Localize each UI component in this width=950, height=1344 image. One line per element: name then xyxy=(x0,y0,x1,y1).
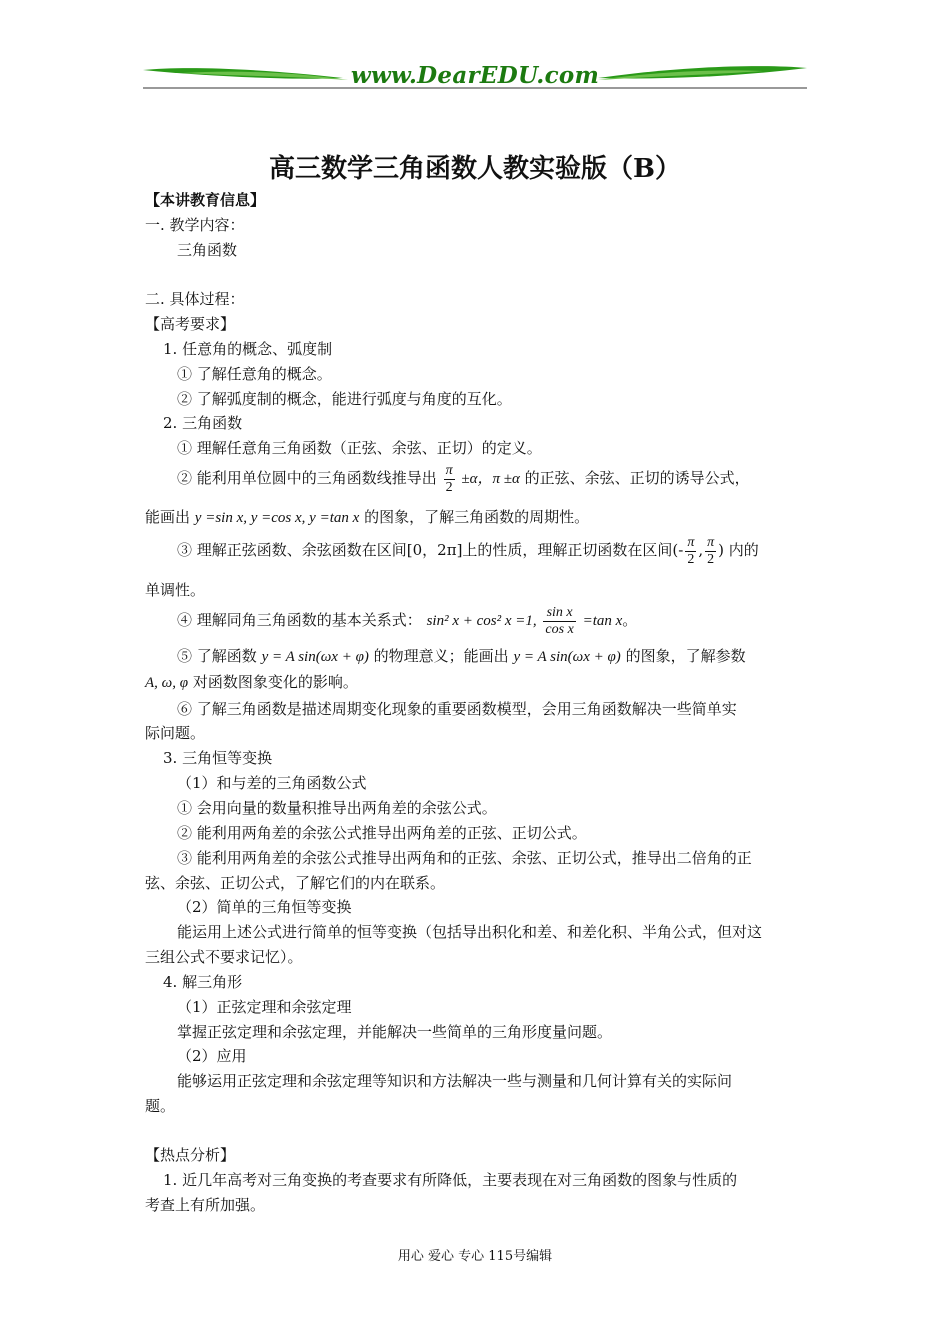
fraction-numerator: sin x xyxy=(543,605,575,622)
req-2j: 际问题。 xyxy=(145,724,206,742)
req-4-heading: 4. 解三角形 xyxy=(163,973,243,991)
req-2g-math-2: y = A sin(ωx + φ) xyxy=(513,649,621,665)
req-2d-comma: , xyxy=(698,541,704,559)
req-3d: ③ 能利用两角差的余弦公式推导出两角和的正弦、余弦、正切公式，推导出二倍角的正 xyxy=(177,849,752,867)
req-2f-text-1: ④ 理解同角三角函数的基本关系式： xyxy=(177,611,422,629)
fraction-denominator: 2 xyxy=(445,479,453,495)
hot-1a: 1. 近几年高考对三角变换的考查要求有所降低，主要表现在对三角函数的图象与性质的 xyxy=(163,1171,738,1189)
req-4e: 题。 xyxy=(145,1097,176,1115)
fraction-denominator: 2 xyxy=(707,551,715,567)
req-2e: 单调性。 xyxy=(145,581,206,599)
pi-over-2-fraction xyxy=(444,463,455,496)
page-footer: 用心 爱心 专心 115号编辑 xyxy=(397,1249,553,1264)
req-3e: 弦、余弦、正切公式，了解它们的内在联系。 xyxy=(145,874,446,892)
req-2b xyxy=(177,458,750,499)
req-2c-math: y =sin x, y =cos x, y =tan x xyxy=(194,510,360,526)
req-2c-text-1: 能画出 xyxy=(145,508,191,526)
req-2i: ⑥ 了解三角函数是描述周期变化现象的重要函数模型，会用三角函数解决一些简单实 xyxy=(177,700,737,718)
req-2g xyxy=(177,646,746,667)
fraction-denominator: 2 xyxy=(687,551,695,567)
req-2b-text-1: ② 能利用单位圆中的三角函数线推导出 xyxy=(177,469,437,487)
site-header-banner xyxy=(143,58,807,92)
req-2b-math: ±α，π ±α xyxy=(461,471,520,487)
hot-1b: 考查上有所加强。 xyxy=(145,1196,266,1214)
req-3f: （2）简单的三角恒等变换 xyxy=(177,898,352,916)
req-1-heading: 1. 任意角的概念、弧度制 xyxy=(163,340,333,358)
req-3c: ② 能利用两角差的余弦公式推导出两角差的正弦、正切公式。 xyxy=(177,824,587,842)
fraction-denominator: cos x xyxy=(545,621,574,637)
req-1b: ② 了解弧度制的概念，能进行弧度与角度的互化。 xyxy=(177,390,512,408)
req-3g: 能运用上述公式进行简单的恒等变换（包括导出积化和差、和差化积、半角公式，但对这 xyxy=(177,923,763,941)
req-2c-text-2: 的图象，了解三角函数的周期性。 xyxy=(364,508,590,526)
req-4b: 掌握正弦定理和余弦定理，并能解决一些简单的三角形度量问题。 xyxy=(177,1023,613,1041)
req-2d xyxy=(177,530,759,570)
req-3b: ① 会用向量的数量积推导出两角差的余弦公式。 xyxy=(177,799,497,817)
req-2g-text-1: ⑤ 了解函数 xyxy=(177,647,257,665)
req-2b-text-2: 的正弦、余弦、正切的诱导公式， xyxy=(524,469,750,487)
req-2a: ① 理解任意角三角函数（正弦、余弦、正切）的定义。 xyxy=(177,439,542,457)
req-2c xyxy=(145,507,589,528)
hot-analysis-heading: 【热点分析】 xyxy=(145,1146,236,1164)
req-1a: ① 了解任意角的概念。 xyxy=(177,365,332,383)
req-3-heading: 3. 三角恒等变换 xyxy=(163,749,273,767)
req-2g-text-2: 的物理意义；能画出 xyxy=(373,647,509,665)
section-info-heading: 【本讲教育信息】 xyxy=(145,191,266,209)
section-1-content: 三角函数 xyxy=(177,241,238,259)
req-2h xyxy=(145,672,358,693)
section-2-heading: 二. 具体过程： xyxy=(145,290,245,308)
req-2g-text-3: 的图象，了解参数 xyxy=(625,647,746,665)
section-1-heading: 一. 教学内容： xyxy=(145,216,245,234)
req-4c: （2）应用 xyxy=(177,1047,247,1065)
site-url: www.DearEDU.com xyxy=(350,62,600,89)
req-4d: 能够运用正弦定理和余弦定理等知识和方法解决一些与测量和几何计算有关的实际问 xyxy=(177,1072,733,1090)
fraction-numerator: π xyxy=(707,534,715,550)
req-3h: 三组公式不要求记忆）。 xyxy=(145,948,303,966)
pi-over-2-fraction xyxy=(705,535,716,568)
req-2d-text-1: ③ 理解正弦函数、余弦函数在区间[0，2π]上的性质，理解正切函数在区间(- xyxy=(177,541,684,559)
req-2h-text: 对函数图象变化的影响。 xyxy=(192,673,358,691)
req-3a: （1）和与差的三角函数公式 xyxy=(177,774,367,792)
req-2h-math: A, ω, φ xyxy=(145,675,189,691)
neg-pi-over-2-fraction xyxy=(685,535,696,568)
req-4a: （1）正弦定理和余弦定理 xyxy=(177,998,352,1016)
sin-over-cos-fraction xyxy=(543,605,575,638)
req-2g-math-1: y = A sin(ωx + φ) xyxy=(261,649,369,665)
page-title: 高三数学三角函数人教实验版（B） xyxy=(269,154,681,184)
req-2f-text-2: 。 xyxy=(622,611,638,629)
fraction-numerator: π xyxy=(687,534,695,550)
req-2-heading: 2. 三角函数 xyxy=(163,414,243,432)
req-2f-math-1: sin² x + cos² x =1, xyxy=(426,613,537,629)
req-2f-math-2: =tan x xyxy=(582,613,623,629)
req-2f xyxy=(177,600,637,641)
exam-requirements-heading: 【高考要求】 xyxy=(145,315,236,333)
req-2d-text-2: ) 内的 xyxy=(718,541,759,559)
fraction-numerator: π xyxy=(445,462,453,478)
